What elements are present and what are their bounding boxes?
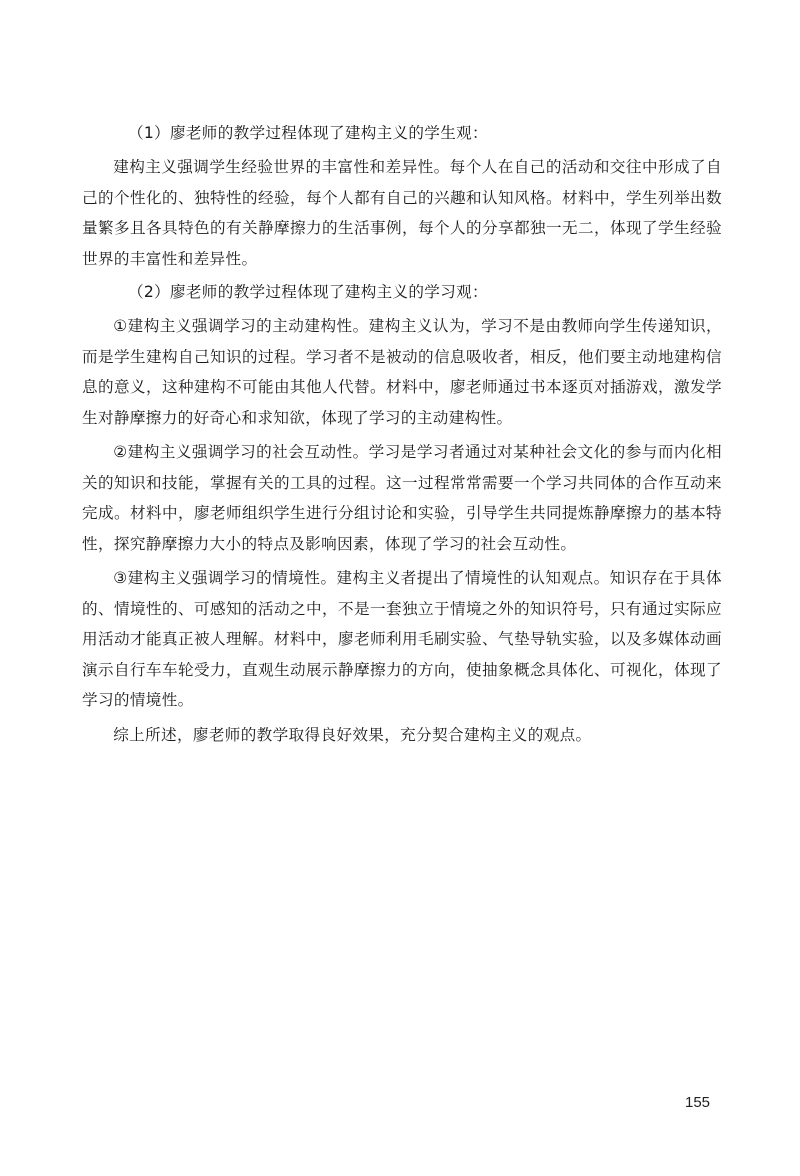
paragraph-4: ③建构主义强调学习的情境性。建构主义者提出了情境性的认知观点。知识存在于具体的、情境性的、可感知的活动之中，不是一套独立于情境之外的知识符号，只有通过实际应用活动才能真正被人理解。材料中，廖老师利用毛刷实验、气垫导轨实验，以及多媒体动画演示自行车车轮受力，直观生动展示静摩擦力的方向，使抽象概念具体化、可视化，体现了学习的情境性。 xyxy=(82,569,722,709)
section-heading-2: （2）廖老师的教学过程体现了建构主义的学习观： xyxy=(128,283,488,301)
paragraph-3: ②建构主义强调学习的社会互动性。学习是学习者通过对某种社会文化的参与而内化相关的知识和技能，掌握有关的工具的过程。这一过程常常需要一个学习共同体的合作互动来完成。材料中，廖老师组织学生进行分组讨论和实验，引导学生共同提炼静摩擦力的基本特性，探究静摩擦力大小的特点及影响因素，体现了学习的社会互动性。 xyxy=(82,443,722,553)
paragraph-1: 建构主义强调学生经验世界的丰富性和差异性。每个人在自己的活动和交往中形成了自己的个性化的、独特性的经验，每个人都有自己的兴趣和认知风格。材料中，学生列举出数量繁多且各具特色的有关静摩擦力的生活事例，每个人的分享都独一无二，体现了学生经验世界的丰富性和差异性。 xyxy=(82,158,722,268)
page-body xyxy=(82,119,722,754)
section-heading-1: （1）廖老师的教学过程体现了建构主义的学生观： xyxy=(128,124,488,142)
paragraph-2: ①建构主义强调学习的主动建构性。建构主义认为，学习不是由教师向学生传递知识，而是学生建构自己知识的过程。学习者不是被动的信息吸收者，相反，他们要主动地建构信息的意义，这种建构不可能由其他人代替。材料中，廖老师通过书本逐页对插游戏，激发学生对静摩擦力的好奇心和求知欲，体现了学习的主动建构性。 xyxy=(82,317,722,427)
paragraph-5: 综上所述，廖老师的教学取得良好效果，充分契合建构主义的观点。 xyxy=(113,725,592,744)
page-number: 155 xyxy=(685,1094,711,1111)
